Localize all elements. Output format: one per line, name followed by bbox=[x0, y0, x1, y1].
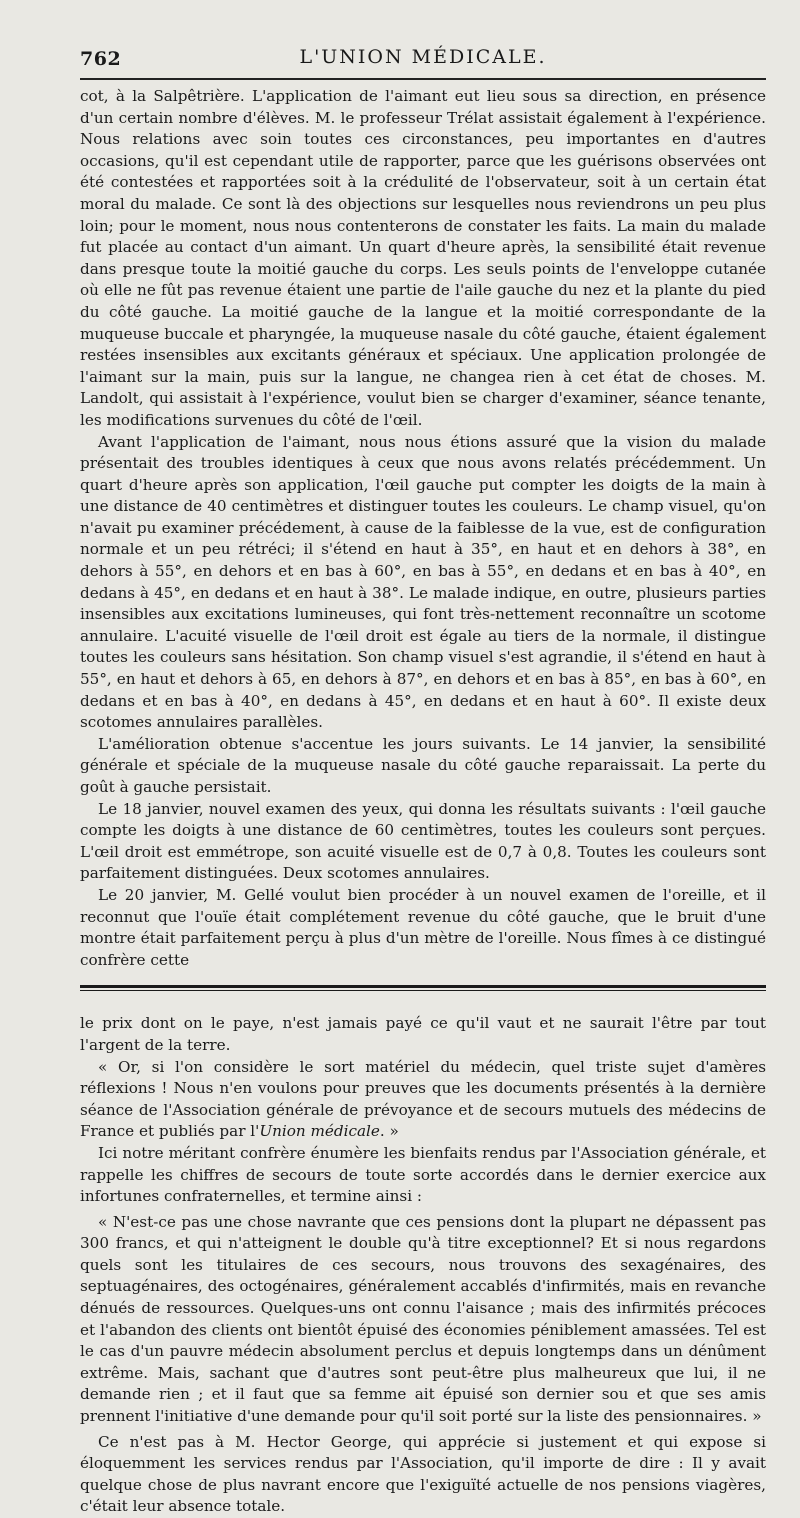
paragraph: le prix dont on le paye, n'est jamais payé ce qu'il vaut et ne saurait l'être par tout l'argent de la terre. bbox=[80, 1014, 766, 1054]
page-number: 762 bbox=[80, 48, 122, 70]
feuilleton-section bbox=[80, 1013, 766, 1518]
paragraph: Le 20 janvier, M. Gellé voulut bien procéder à un nouvel examen de l'oreille, et il reconnut que l'ouïe était complétement revenue du côté gauche, que le bruit d'une montre était parfaitement perçu à plus d'un mètre de l'oreille. Nous fîmes à ce distingué confrère cette bbox=[80, 885, 766, 969]
page-header bbox=[80, 0, 766, 72]
article-continuation bbox=[80, 86, 766, 971]
paragraph: « N'est-ce pas une chose navrante que ces pensions dont la plupart ne dépassent pas 300 francs, et qui n'atteignent le double qu'à titre exceptionnel? Et si nous regardons quels sont les titulaires de ces secours, nous trouvons des sexagénaires, des septuagénaires, des octogénaires, généralement accablés d'infirmités, mais en revanche dénués de ressources. Quelques-uns ont connu l'aisance ; mais des infirmités précoces et l'abandon des clients ont bientôt épuisé des économies péniblement amassées. Tel est le cas d'un pauvre médecin absolument perclus et depuis longtemps dans un dénûment extrême. Mais, sachant que d'autres sont peut-être plus malheureux que lui, il ne demande rien ; et il faut que sa femme ait épuisé son dernier sou et que ses amis prennent l'initiative d'une demande pour qu'il soit porté sur la liste des pensionnaires. » bbox=[80, 1212, 766, 1426]
feuilleton-separator bbox=[80, 985, 766, 991]
paragraph bbox=[80, 1057, 766, 1143]
paragraph: L'amélioration obtenue s'accentue les jours suivants. Le 14 janvier, la sensibilité générale et spéciale de la muqueuse nasale du côté gauche reparaissait. La perte du goût à gauche persistait. bbox=[80, 734, 766, 796]
paragraph: Ce n'est pas à M. Hector George, qui apprécie si justement et qui expose si éloquemment les services rendus par l'Association, qu'il importe de dire : Il y avait quelque chose de plus navrant encore que l'exiguïté actuelle de nos pensions viagères, c'était leur absence totale. bbox=[80, 1432, 766, 1516]
running-title: L'UNION MÉDICALE. bbox=[299, 46, 547, 68]
paragraph: Avant l'application de l'aimant, nous nous étions assuré que la vision du malade présentait des troubles identiques à ceux que nous avons relatés précédemment. Un quart d'heure après son application, l'œil gauche put compter les doigts de la main à une distance de 40 centimètres et distinguer toutes les couleurs. Le champ visuel, qu'on n'avait pu examiner précédement, à cause de la faiblesse de la vue, est de configuration normale et un peu rétréci; il s'étend en haut à 35°, en haut et en dehors à 38°, en dehors à 55°, en dehors et en bas à 60°, en bas à 55°, en dedans et en bas à 40°, en dedans à 45°, en dedans et en haut à 38°. Le malade indique, en outre, plusieurs parties insensibles aux excitations lumineuses, qui font très-nettement reconnaître un scotome annulaire. L'acuité visuelle de l'œil droit est égale au tiers de la normale, il distingue toutes les couleurs sans hésitation. Son champ visuel s'est agrandie, il s'étend en haut à 55°, en haut et dehors à 65, en dehors à 87°, en dehors et en bas à 85°, en bas à 60°, en dedans et en bas à 40°, en dedans à 45°, en dedans et en haut à 60°. Il existe deux scotomes annulaires parallèles. bbox=[80, 432, 766, 732]
quote-text: « Or, si l'on considère le sort matériel du médecin, quel triste sujet d'amères réflexions ! Nous n'en voulons pour preuves que les documents présentés à la dernière séance de l'Association générale de prévoyance et de secours mutuels des médecins de France et publiés par l' bbox=[80, 1057, 766, 1141]
paragraph: Ici notre méritant confrère énumère les bienfaits rendus par l'Association générale, et rappelle les chiffres de secours de toute sorte accordés dans le dernier exercice aux infortunes confraternelles, et termine ainsi : bbox=[80, 1143, 766, 1206]
paragraph: Le 18 janvier, nouvel examen des yeux, qui donna les résultats suivants : l'œil gauche compte les doigts à une distance de 60 centimètres, toutes les couleurs sont perçues. L'œil droit est emmétrope, son acuité visuelle est de 0,7 à 0,8. Toutes les couleurs sont parfaitement distinguées. Deux scotomes annulaires. bbox=[80, 799, 766, 883]
paragraph: cot, à la Salpêtrière. L'application de l'aimant eut lieu sous sa direction, en présence d'un certain nombre d'élèves. M. le professeur Trélat assistait également à l'expérience. Nous relations avec soin toutes ces circonstances, peu importantes en d'autres occasions, qu'il est cependant utile de rapporter, parce que les guérisons observées ont été contestées et rapportées soit à la crédulité de l'observateur, soit à un certain état moral du malade. Ce sont là des objections sur lesquelles nous reviendrons un peu plus loin; pour le moment, nous nous contenterons de constater les faits. La main du malade fut placée au contact d'un aimant. Un quart d'heure après, la sensibilité était revenue dans presque toute la moitié gauche du corps. Les seuls points de l'enveloppe cutanée où elle ne fût pas revenue étaient une partie de l'aile gauche du nez et la plante du pied du côté gauche. La moitié gauche de la langue et la moitié correspondante de la muqueuse buccale et pharyngée, la muqueuse nasale du côté gauche, étaient également restées insensibles aux excitants généraux et spéciaux. Une application prolongée de l'aimant sur la main, puis sur la langue, ne changea rien à cet état de choses. M. Landolt, qui assistait à l'expérience, voulut bien se charger d'examiner, séance tenante, les modifications survenues du côté de l'œil. bbox=[80, 87, 766, 429]
journal-title: Union médicale bbox=[259, 1122, 380, 1141]
quote-text: . » bbox=[379, 1122, 399, 1141]
header-rule bbox=[80, 78, 766, 80]
